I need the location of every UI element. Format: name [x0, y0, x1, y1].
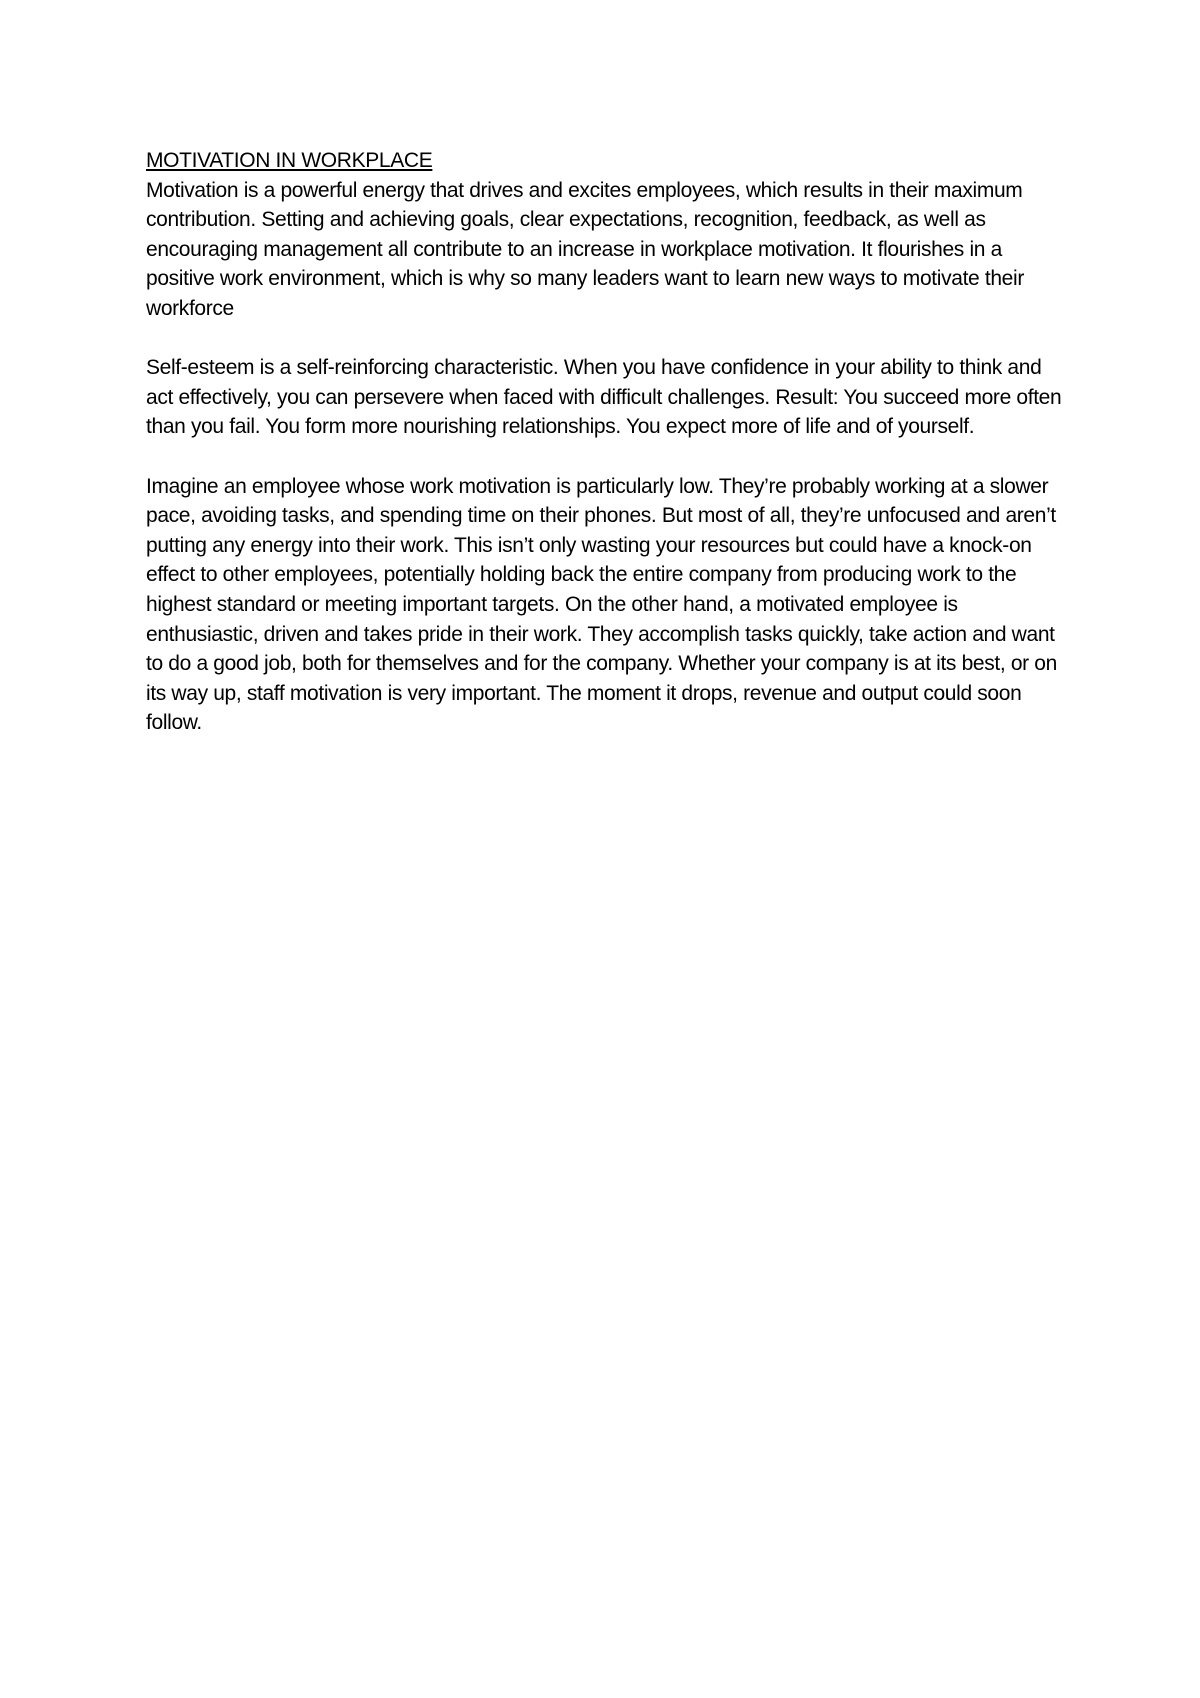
- document-title: MOTIVATION IN WORKPLACE: [146, 149, 433, 172]
- document-body: [146, 146, 1066, 738]
- paragraph-motivation-definition: Motivation is a powerful energy that drives and excites employees, which results in their maximum contribution. Setting and achieving goals, clear expectations, recognition, feedback, as well as encouraging management all contribute to an increase in workplace motivation. It flourishes in a positive work environment, which is why so many leaders want to learn new ways to motivate their workforce: [146, 178, 1024, 320]
- paragraph-self-esteem: Self-esteem is a self-reinforcing characteristic. When you have confidence in your ability to think and act effectively, you can persevere when faced with difficult challenges. Result: You succeed more often than you fail. You form more nourishing relationships. You expect more of life and of yourself.: [146, 356, 1062, 439]
- paragraph-employee-example: Imagine an employee whose work motivation is particularly low. They’re probably working at a slower pace, avoiding tasks, and spending time on their phones. But most of all, they’re unfocused and aren’t putting any energy into their work. This isn’t only wasting your resources but could have a knock-on effect to other employees, potentially holding back the entire company from producing work to the highest standard or meeting important targets. On the other hand, a motivated employee is enthusiastic, driven and takes pride in their work. They accomplish tasks quickly, take action and want to do a good job, both for themselves and for the company. Whether your company is at its best, or on its way up, staff motivation is very important. The moment it drops, revenue and output could soon follow.: [146, 474, 1057, 735]
